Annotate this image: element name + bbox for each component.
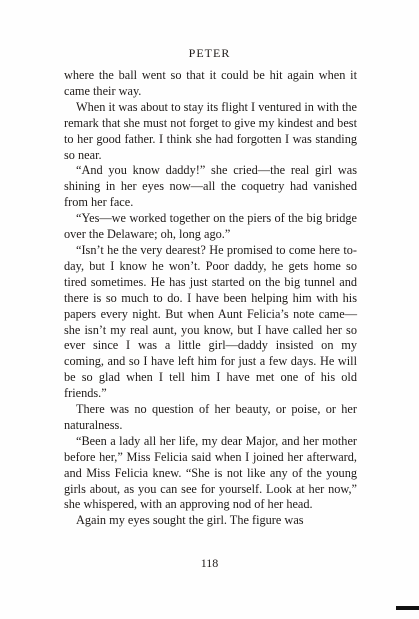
paragraph: where the ball went so that it could be hit again when it came their way. [64, 68, 357, 98]
paragraph: When it was about to stay its flight I ventured in with the remark that she must not forget to give my kindest and best to her good father. I think she had forgotten I was standing so near. [64, 99, 357, 162]
paragraph: “And you know daddy!” she cried—the real girl was shining in her eyes now—all the coquetry had vanished from her face. [64, 163, 357, 210]
paragraph: There was no question of her beauty, or poise, or her naturalness. [64, 402, 357, 432]
scan-edge-mark [396, 606, 419, 610]
paragraph: “Been a lady all her life, my dear Major, and her mother before her,” Miss Felicia said when I joined her afterward, and Miss Felicia knew. “She is not like any of the young girls about, as you can see for yourself. Look at her now,” she whispered, with an approving nod of her head. [64, 433, 357, 512]
paragraph: “Yes—we worked together on the piers of the big bridge over the Delaware; oh, long ago.” [64, 211, 357, 242]
paragraph: “Isn’t he the very dearest? He promised to come here to-day, but I know he won’t. Poor daddy, he gets home so tired sometimes. He has just started on the big tunnel and there is so much to do. I have been helping him with his papers every night. But when Aunt Felicia’s note came—she isn’t my real aunt, you know, but I have called her so ever since I was a little girl—daddy insisted on my coming, and so I have left him for just a few days. He will be so glad when I tell him I have met one of his old friends.” [64, 242, 357, 401]
running-head: PETER [188, 46, 231, 60]
body-text [64, 68, 357, 529]
paragraph: Again my eyes sought the girl. The figure was [76, 513, 304, 528]
page-number: 118 [200, 556, 219, 570]
